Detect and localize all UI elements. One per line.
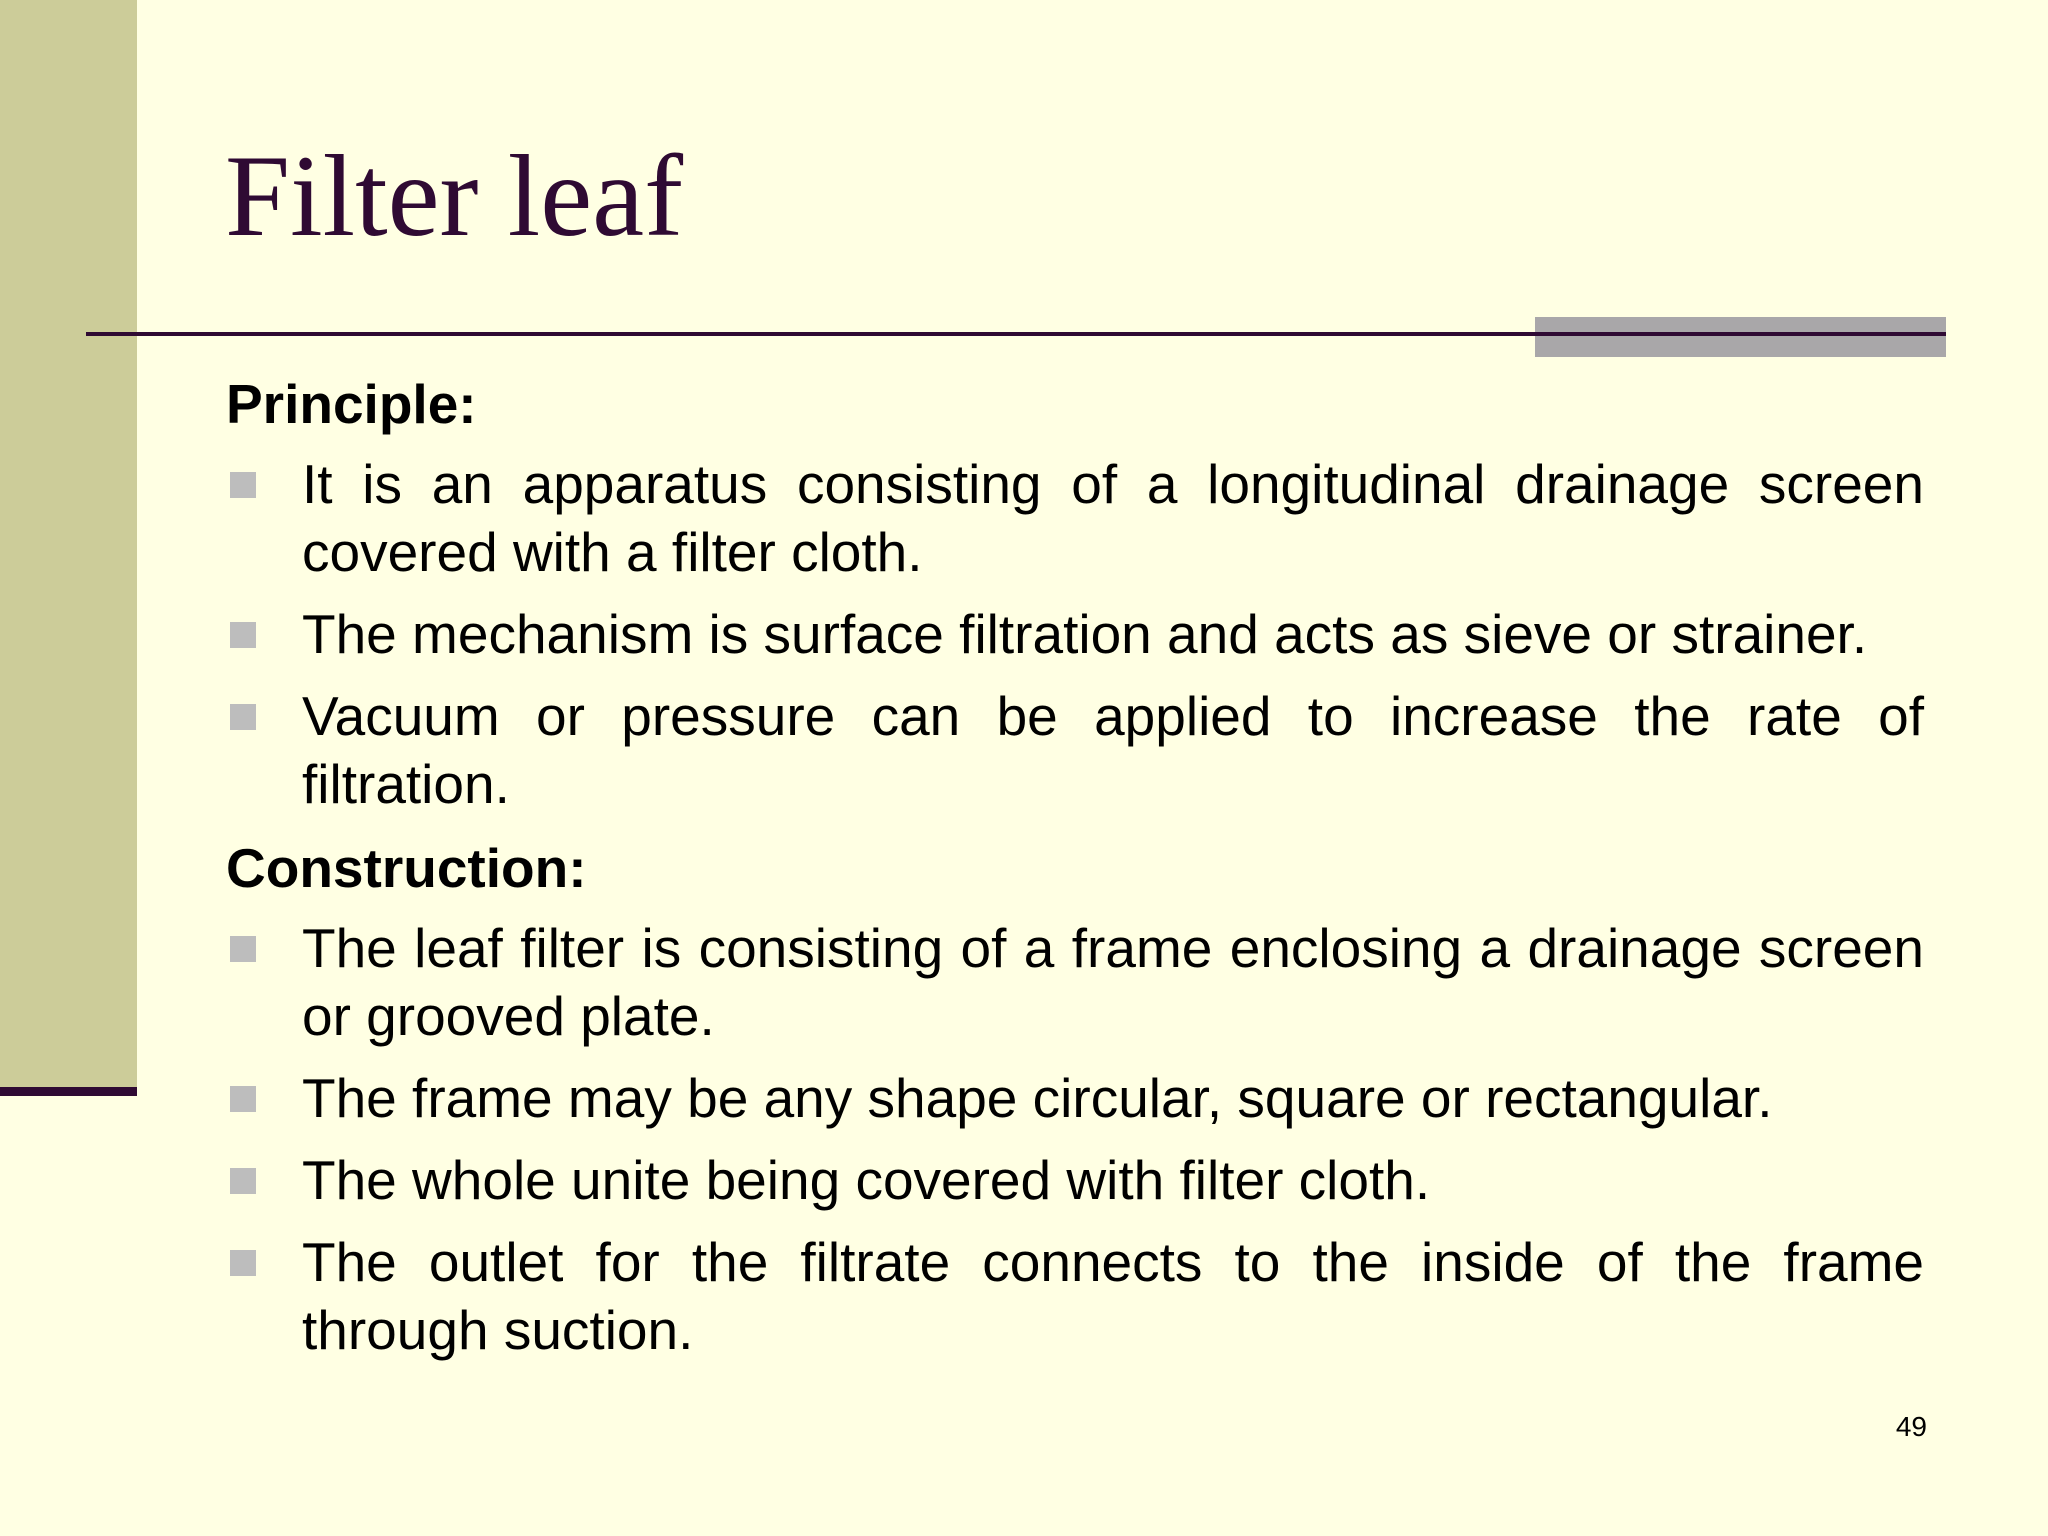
list-item xyxy=(226,600,1924,668)
bullet-text: The leaf filter is consisting of a frame enclosing a drainage screen or grooved plate. xyxy=(302,917,1924,1047)
list-item xyxy=(226,1064,1924,1132)
section-principle xyxy=(226,368,1924,818)
square-bullet-icon xyxy=(230,1086,256,1112)
page-number: 49 xyxy=(1895,1411,1927,1442)
bullet-text: Vacuum or pressure can be applied to increase the rate of filtration. xyxy=(302,685,1924,815)
list-item xyxy=(226,1228,1924,1364)
section-heading: Construction: xyxy=(226,837,587,899)
bullet-text: The outlet for the filtrate connects to the inside of the frame through suction. xyxy=(302,1231,1924,1361)
bullet-text: The mechanism is surface filtration and acts as sieve or strainer. xyxy=(302,603,1868,665)
bullet-text: The whole unite being covered with filter cloth. xyxy=(302,1149,1431,1211)
square-bullet-icon xyxy=(230,1250,256,1276)
bullet-text: It is an apparatus consisting of a longitudinal drainage screen covered with a filter cloth. xyxy=(302,453,1924,583)
title-rule-shadow xyxy=(1535,317,1946,357)
bullet-text: The frame may be any shape circular, square or rectangular. xyxy=(302,1067,1773,1129)
square-bullet-icon xyxy=(230,704,256,730)
list-item xyxy=(226,450,1924,586)
square-bullet-icon xyxy=(230,622,256,648)
left-accent-underline xyxy=(0,1087,137,1096)
list-item xyxy=(226,682,1924,818)
slide-title: Filter leaf xyxy=(225,132,684,261)
bullet-list xyxy=(226,450,1924,818)
left-accent-bar xyxy=(0,0,137,1087)
title-rule xyxy=(86,332,1946,336)
section-construction xyxy=(226,832,1924,1364)
list-item xyxy=(226,1146,1924,1214)
section-heading: Principle: xyxy=(226,373,477,435)
slide-content xyxy=(226,368,1924,1378)
square-bullet-icon xyxy=(230,472,256,498)
square-bullet-icon xyxy=(230,1168,256,1194)
list-item xyxy=(226,914,1924,1050)
square-bullet-icon xyxy=(230,936,256,962)
bullet-list xyxy=(226,914,1924,1364)
